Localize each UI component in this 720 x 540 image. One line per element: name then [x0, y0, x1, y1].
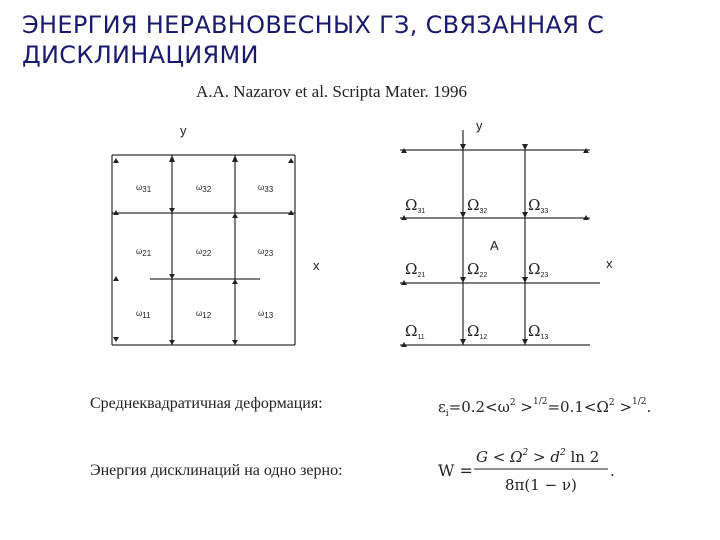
point-a-label: A	[490, 238, 499, 253]
cell-label-33: ω33	[258, 183, 274, 194]
energy-end: .	[610, 462, 615, 480]
cell-label-23: Ω23	[528, 260, 549, 279]
cell-label-33: Ω33	[528, 196, 549, 215]
left-y-axis-label: y	[180, 123, 187, 138]
cell-label-13: ω13	[258, 309, 274, 320]
cell-label-32: ω32	[196, 183, 212, 194]
right-x-axis-label: x	[606, 256, 613, 271]
energy-denominator: 8π(1 − ν)	[505, 476, 577, 494]
cell-label-21: ω21	[136, 247, 152, 258]
cell-label-11: ω11	[136, 309, 151, 320]
cell-label-22: ω22	[196, 247, 212, 258]
energy-lhs: W =	[438, 461, 473, 480]
cell-label-12: Ω12	[467, 322, 488, 341]
cell-label-23: ω23	[258, 247, 274, 258]
cell-label-31: ω31	[136, 183, 152, 194]
strain-label: Среднеквадратичная деформация:	[90, 395, 323, 412]
reference-citation: A.A. Nazarov et al. Scripta Mater. 1996	[196, 82, 467, 101]
cell-label-31: Ω31	[405, 196, 426, 215]
slide-title: ЭНЕРГИЯ НЕРАВНОВЕСНЫХ ГЗ, СВЯЗАННАЯ С ДИСКЛИНАЦИЯМИ	[22, 11, 605, 69]
left-x-axis-label: x	[313, 258, 320, 273]
strain-formula: $\varepsilon_i=0.2<\omega^2 >^{1/2}=0.1<\Omega^2 >^{1/2}$.	[438, 397, 652, 419]
cell-label-12: ω12	[196, 309, 212, 320]
right-y-axis-label: y	[476, 118, 483, 133]
cell-label-32: Ω32	[467, 196, 488, 215]
cell-label-22: Ω22	[467, 260, 488, 279]
cell-label-21: Ω21	[405, 260, 426, 279]
energy-label: Энергия дисклинаций на одно зерно:	[90, 462, 343, 479]
energy-numerator: $G < \Omega^2 > d^2$ ln 2	[476, 448, 600, 466]
cell-label-11: Ω11	[405, 322, 425, 341]
cell-label-13: Ω13	[528, 322, 549, 341]
